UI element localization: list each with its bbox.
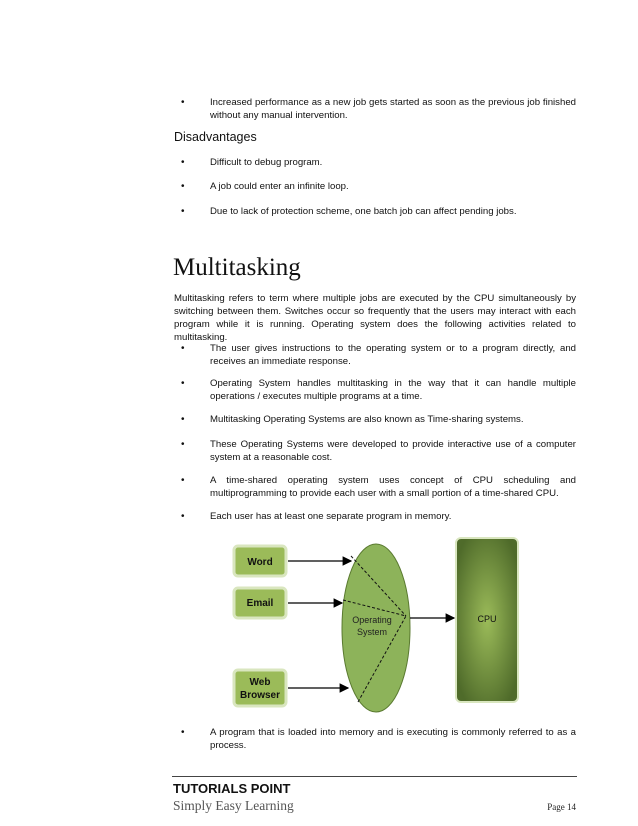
web-browser-box [234, 670, 286, 706]
bullet-dot: • [181, 157, 185, 168]
multitasking-item [174, 413, 576, 427]
bullet-dot: • [181, 343, 185, 354]
disadvantage-item [174, 205, 576, 219]
multitasking-item-text: Each user has at least one separate program in memory. [210, 511, 452, 522]
multitasking-heading: Multitasking [173, 254, 301, 281]
email-box [234, 588, 286, 618]
multitasking-item [174, 510, 576, 524]
disadvantage-text: Due to lack of protection scheme, one batch job can affect pending jobs. [210, 206, 517, 217]
operating-system-ellipse [342, 544, 410, 712]
multitasking-item-text: These Operating Systems were developed to provide interactive use of a computer system at a reasonable cost. [210, 439, 576, 463]
bullet-dot: • [181, 511, 185, 522]
multitasking-item [174, 377, 576, 405]
closing-item-text: A program that is loaded into memory and is executing is commonly referred to as a process. [210, 727, 576, 751]
disadvantages-heading: Disadvantages [174, 130, 257, 144]
multitasking-item [174, 342, 576, 370]
os-label-line2: System [356, 627, 388, 637]
multitasking-item-text: Multitasking Operating Systems are also known as Time-sharing systems. [210, 414, 524, 425]
word-box [234, 546, 286, 576]
bullet-dot: • [181, 206, 185, 217]
multitasking-paragraph: Multitasking refers to term where multiple jobs are executed by the CPU simultaneously by switching between them. Switches occur so frequently that the users may interact with each program while it is running. Operating system does the following activities related to multitasking. [174, 293, 576, 343]
bullet-dot: • [181, 378, 185, 389]
footer-rule [172, 776, 577, 777]
page-number: Page 14 [547, 802, 576, 812]
disadvantage-item [174, 156, 576, 170]
bullet-dot: • [181, 181, 185, 192]
intro-bullet [174, 96, 576, 124]
bullet-dot: • [181, 727, 185, 738]
disadvantage-text: A job could enter an infinite loop. [210, 181, 349, 192]
cpu-block [456, 538, 518, 702]
multitasking-item-text: The user gives instructions to the operating system or to a program directly, and receives an immediate response. [210, 343, 576, 367]
multitasking-item [174, 474, 576, 502]
bullet-dot: • [181, 439, 185, 450]
closing-item [174, 726, 576, 754]
cpu-label: CPU [477, 614, 497, 624]
footer-title: TUTORIALS POINT [173, 781, 291, 796]
bullet-dot: • [181, 97, 185, 108]
multitasking-item-text: Operating System handles multitasking in the way that it can handle multiple operations / executes multiple programs at a time. [210, 378, 576, 402]
disadvantage-text: Difficult to debug program. [210, 157, 323, 168]
multitasking-item-text: A time-shared operating system uses concept of CPU scheduling and multiprogramming to provide each user with a small portion of a time-shared CPU. [210, 475, 576, 499]
multitasking-diagram [228, 532, 528, 714]
web-label-line2: Browser [239, 690, 281, 701]
footer-subtitle: Simply Easy Learning [173, 798, 294, 813]
disadvantage-item [174, 180, 576, 194]
intro-bullet-text: Increased performance as a new job gets started as soon as the previous job finished without any manual intervention. [210, 97, 576, 121]
os-label-line1: Operating [352, 615, 392, 625]
bullet-dot: • [181, 475, 185, 486]
email-label: Email [246, 598, 274, 609]
word-label: Word [247, 557, 273, 568]
web-label-line1: Web [249, 677, 271, 688]
multitasking-item [174, 438, 576, 466]
bullet-dot: • [181, 414, 185, 425]
